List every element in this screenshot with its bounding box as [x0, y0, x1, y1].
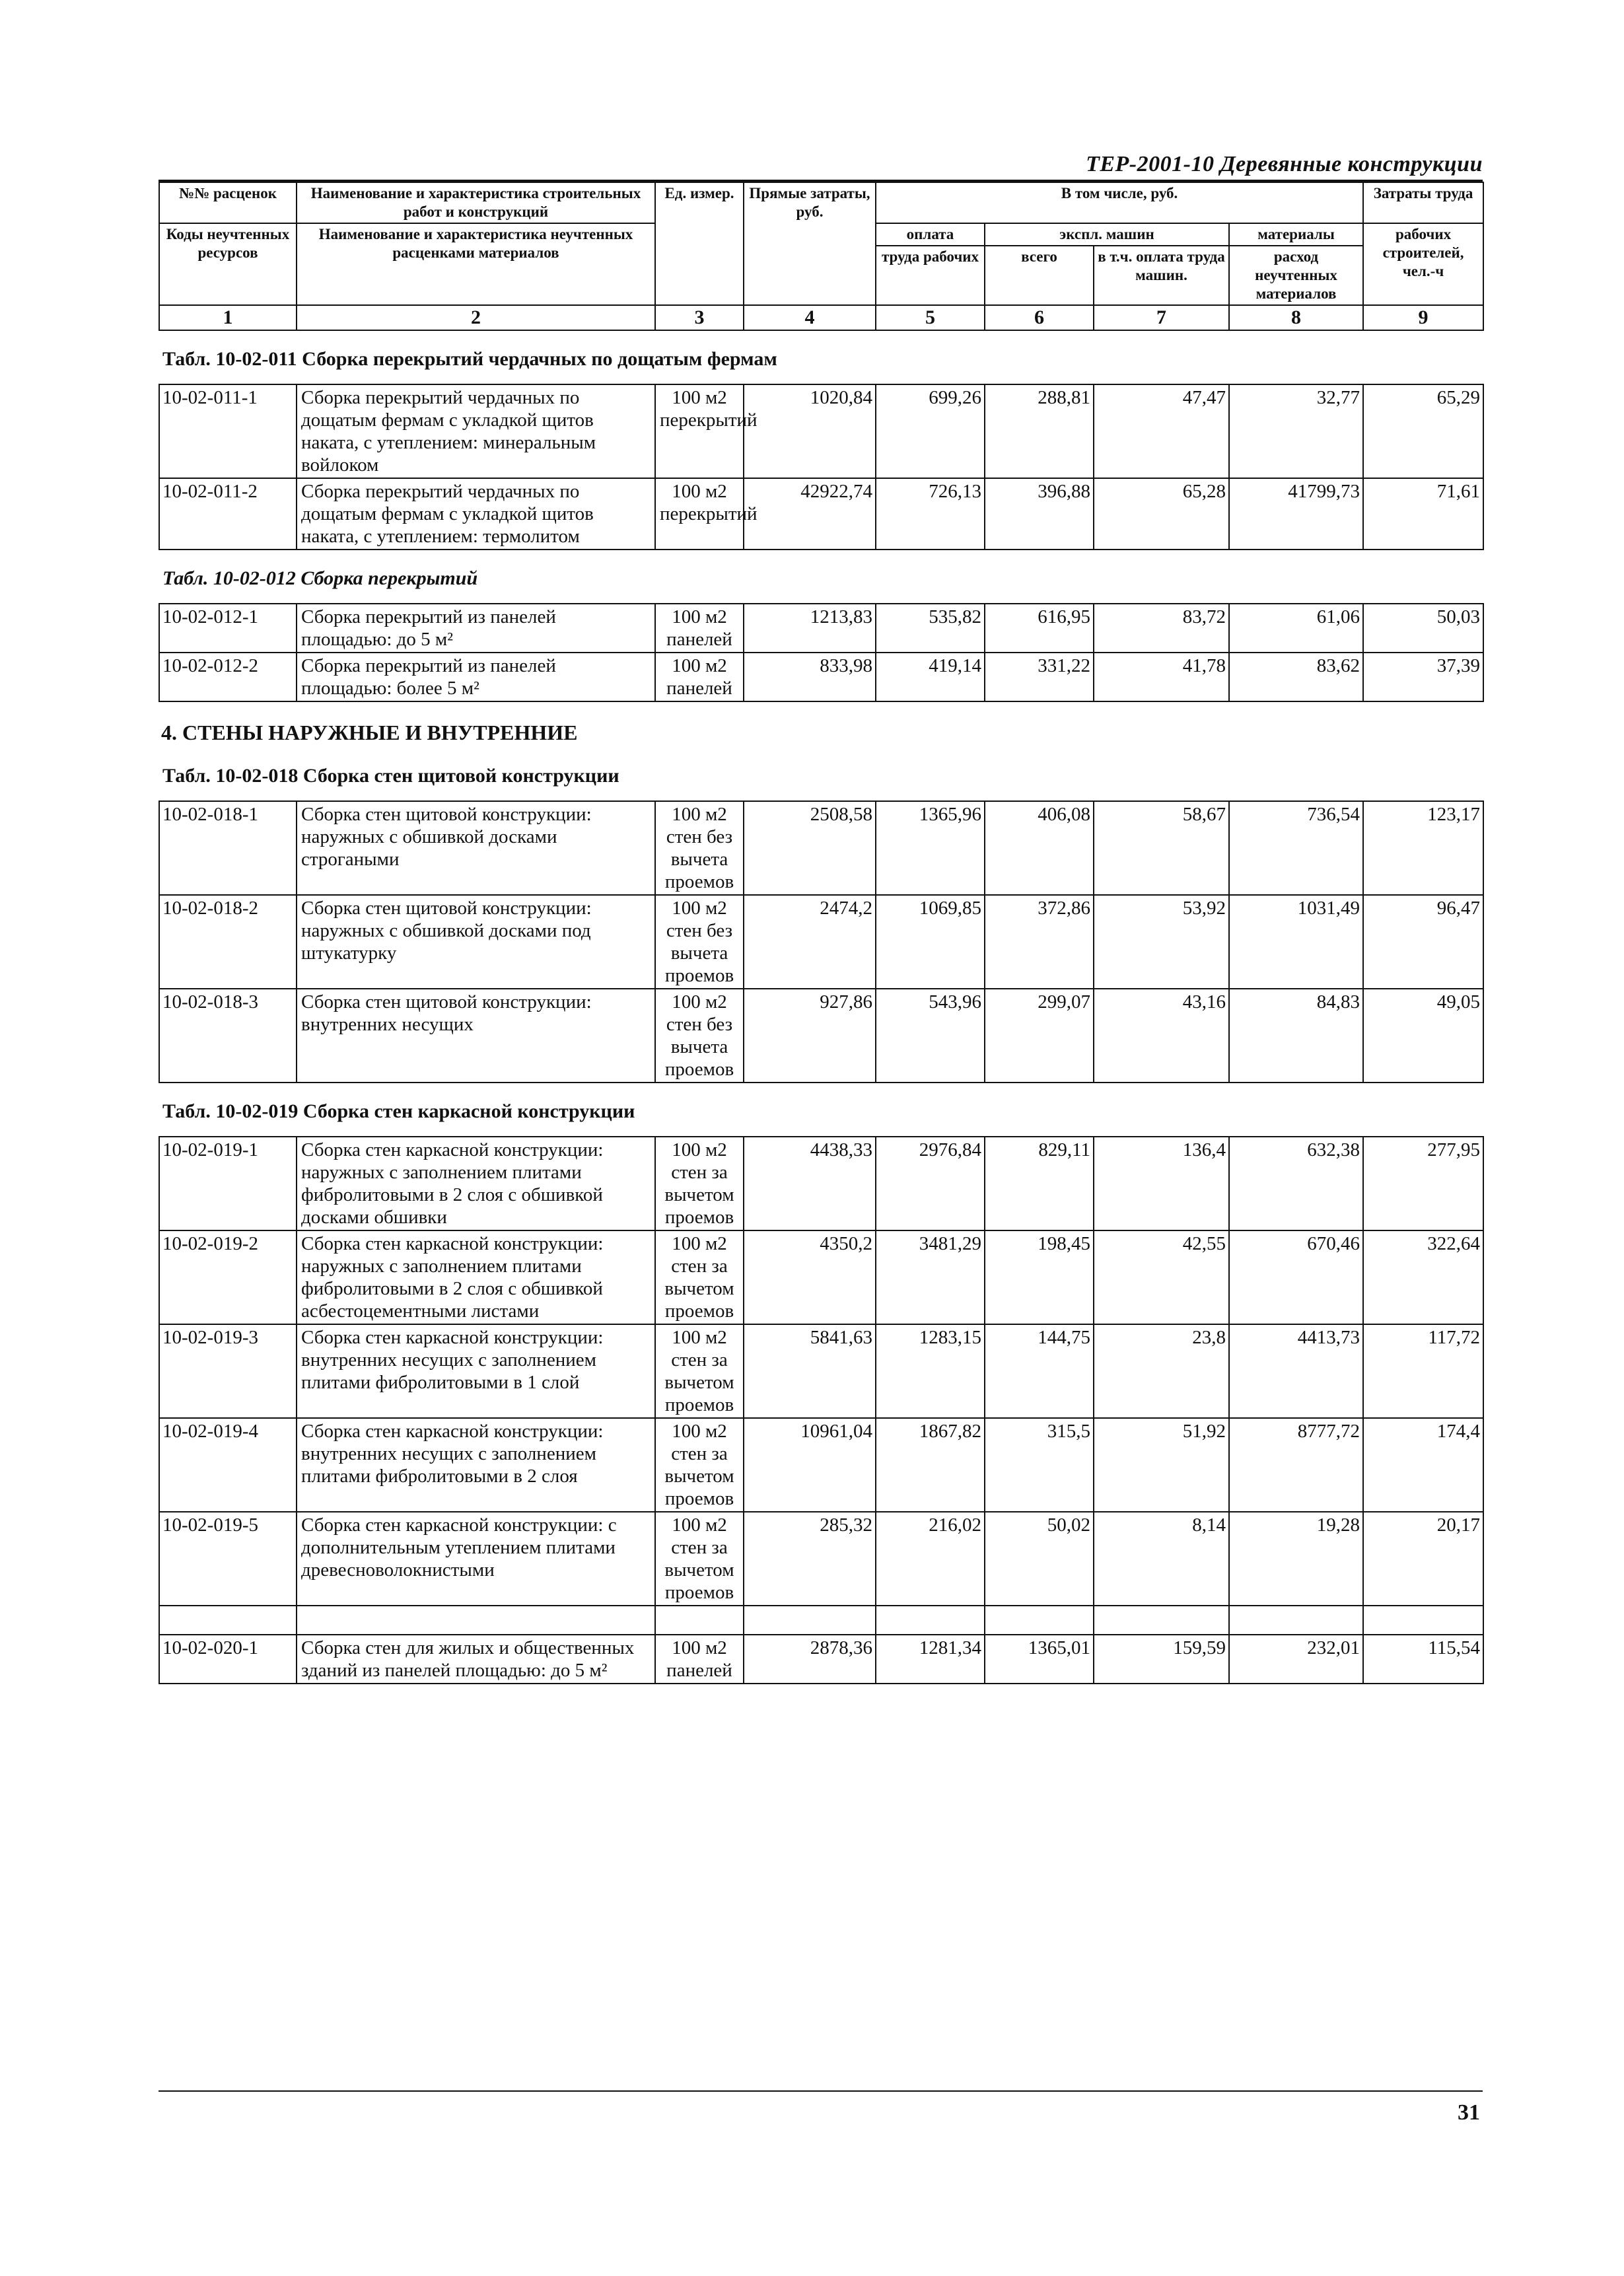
table-row [159, 895, 1483, 989]
machines-labor: 58,67 [1094, 801, 1229, 895]
footer-divider [159, 2090, 1483, 2092]
work-name: Сборка перекрытий чердачных по дощатым фермам с укладкой щитов наката, с утеплением: термолитом [297, 478, 655, 550]
materials: 32,77 [1229, 384, 1363, 478]
direct-costs: 5841,63 [744, 1324, 876, 1418]
running-header: ТЕР-2001-10 Деревянные конструкции [159, 152, 1483, 182]
unit: 100 м2 перекрытий [655, 478, 744, 550]
machines-all: 331,22 [985, 653, 1094, 701]
work-name: Сборка перекрытий из панелей площадью: более 5 м² [297, 653, 655, 701]
table-row [159, 801, 1483, 895]
machines-labor: 8,14 [1094, 1512, 1229, 1606]
direct-costs: 285,32 [744, 1512, 876, 1606]
rate-table [159, 800, 1484, 1083]
header-col2-bottom: Наименование и характеристика неучтенных расценками материалов [297, 223, 655, 305]
machines-all: 1365,01 [985, 1635, 1094, 1684]
table-row [159, 384, 1483, 478]
machines-all: 288,81 [985, 384, 1094, 478]
header-machines-all: всего [985, 246, 1094, 305]
work-name: Сборка стен каркасной конструкции: наружных с заполнением плитами фибролитовыми в 2 слоя с обшивкой асбестоцементными листами [297, 1230, 655, 1324]
unit: 100 м2 стен за вычетом проемов [655, 1512, 744, 1606]
header-pay-top: оплата [876, 223, 985, 246]
table-row [159, 1137, 1483, 1230]
rate-code: 10-02-012-2 [159, 653, 297, 701]
table-row [159, 653, 1483, 701]
labor-pay: 1283,15 [876, 1324, 985, 1418]
direct-costs: 10961,04 [744, 1418, 876, 1512]
col-number: 5 [876, 305, 985, 330]
work-name: Сборка стен каркасной конструкции: наружных с заполнением плитами фибролитовыми в 2 слоя с обшивкой досками обшивки [297, 1137, 655, 1230]
col-number: 7 [1094, 305, 1229, 330]
header-machines-incl: в т.ч. оплата труда машин. [1094, 246, 1229, 305]
table-title: Табл. 10-02-011 Сборка перекрытий чердачных по дощатым фермам [162, 348, 777, 370]
table-row [159, 478, 1483, 550]
labor-hours: 71,61 [1363, 478, 1483, 550]
direct-costs: 927,86 [744, 989, 876, 1083]
machines-labor: 159,59 [1094, 1635, 1229, 1684]
unit: 100 м2 стен без вычета проемов [655, 989, 744, 1083]
labor-pay: 1069,85 [876, 895, 985, 989]
rate-code: 10-02-019-4 [159, 1418, 297, 1512]
rate-code: 10-02-019-2 [159, 1230, 297, 1324]
header-materials-bottom: расход неучтенных материалов [1229, 246, 1363, 305]
work-name: Сборка стен щитовой конструкции: наружных с обшивкой досками строгаными [297, 801, 655, 895]
machines-all: 616,95 [985, 604, 1094, 653]
table-title: Табл. 10-02-018 Сборка стен щитовой конструкции [162, 765, 619, 787]
machines-all: 198,45 [985, 1230, 1094, 1324]
col-number: 2 [297, 305, 655, 330]
header-col2-top: Наименование и характеристика строительных работ и конструкций [297, 182, 655, 223]
unit: 100 м2 панелей [655, 653, 744, 701]
header-unit: Ед. измер. [655, 182, 744, 305]
machines-all: 299,07 [985, 989, 1094, 1083]
labor-hours: 65,29 [1363, 384, 1483, 478]
labor-pay: 3481,29 [876, 1230, 985, 1324]
rate-code: 10-02-018-3 [159, 989, 297, 1083]
machines-labor: 65,28 [1094, 478, 1229, 550]
section-heading: 4. СТЕНЫ НАРУЖНЫЕ И ВНУТРЕННИЕ [161, 721, 578, 744]
rate-code: 10-02-020-1 [159, 1635, 297, 1684]
unit: 100 м2 стен за вычетом проемов [655, 1230, 744, 1324]
page-number: 31 [1458, 2100, 1480, 2125]
labor-hours: 123,17 [1363, 801, 1483, 895]
labor-pay: 543,96 [876, 989, 985, 1083]
machines-all: 396,88 [985, 478, 1094, 550]
machines-all: 50,02 [985, 1512, 1094, 1606]
direct-costs: 1020,84 [744, 384, 876, 478]
machines-labor: 51,92 [1094, 1418, 1229, 1512]
unit: 100 м2 панелей [655, 604, 744, 653]
col-number: 6 [985, 305, 1094, 330]
labor-hours: 277,95 [1363, 1137, 1483, 1230]
machines-all: 315,5 [985, 1418, 1094, 1512]
table-row [159, 1324, 1483, 1418]
materials: 61,06 [1229, 604, 1363, 653]
table-row [159, 1635, 1483, 1684]
rate-table [159, 1136, 1484, 1684]
header-col1-bottom: Коды неучтенных ресурсов [159, 223, 297, 305]
materials: 670,46 [1229, 1230, 1363, 1324]
machines-labor: 23,8 [1094, 1324, 1229, 1418]
materials: 632,38 [1229, 1137, 1363, 1230]
header-pay-bottom: труда рабочих [876, 246, 985, 305]
rate-table [159, 384, 1484, 550]
direct-costs: 2878,36 [744, 1635, 876, 1684]
rate-code: 10-02-019-1 [159, 1137, 297, 1230]
unit: 100 м2 стен за вычетом проемов [655, 1324, 744, 1418]
labor-pay: 1281,34 [876, 1635, 985, 1684]
table-title: Табл. 10-02-012 Сборка перекрытий [162, 567, 478, 589]
work-name: Сборка стен каркасной конструкции: с дополнительным утеплением плитами древесноволокнистыми [297, 1512, 655, 1606]
labor-pay: 726,13 [876, 478, 985, 550]
materials: 736,54 [1229, 801, 1363, 895]
materials: 84,83 [1229, 989, 1363, 1083]
labor-pay: 419,14 [876, 653, 985, 701]
direct-costs: 42922,74 [744, 478, 876, 550]
materials: 232,01 [1229, 1635, 1363, 1684]
column-header-table [159, 182, 1484, 331]
work-name: Сборка стен для жилых и общественных зданий из панелей площадью: до 5 м² [297, 1635, 655, 1684]
col-number: 4 [744, 305, 876, 330]
labor-hours: 50,03 [1363, 604, 1483, 653]
col-number: 9 [1363, 305, 1483, 330]
rate-code: 10-02-011-1 [159, 384, 297, 478]
work-name: Сборка стен каркасной конструкции: внутренних несущих с заполнением плитами фибролитовыми в 1 слой [297, 1324, 655, 1418]
unit: 100 м2 перекрытий [655, 384, 744, 478]
col-number: 8 [1229, 305, 1363, 330]
rate-code: 10-02-018-2 [159, 895, 297, 989]
machines-labor: 136,4 [1094, 1137, 1229, 1230]
header-col1-top: №№ расценок [159, 182, 297, 223]
header-including: В том числе, руб. [876, 182, 1363, 223]
labor-pay: 535,82 [876, 604, 985, 653]
labor-pay: 1867,82 [876, 1418, 985, 1512]
header-materials-top: материалы [1229, 223, 1363, 246]
labor-pay: 1365,96 [876, 801, 985, 895]
labor-hours: 322,64 [1363, 1230, 1483, 1324]
blank-row [159, 1606, 1483, 1635]
work-name: Сборка перекрытий чердачных по дощатым фермам с укладкой щитов наката, с утеплением: минеральным войлоком [297, 384, 655, 478]
materials: 41799,73 [1229, 478, 1363, 550]
direct-costs: 2508,58 [744, 801, 876, 895]
machines-all: 406,08 [985, 801, 1094, 895]
labor-hours: 115,54 [1363, 1635, 1483, 1684]
direct-costs: 833,98 [744, 653, 876, 701]
machines-labor: 53,92 [1094, 895, 1229, 989]
labor-pay: 699,26 [876, 384, 985, 478]
col-number: 1 [159, 305, 297, 330]
labor-hours: 96,47 [1363, 895, 1483, 989]
machines-labor: 43,16 [1094, 989, 1229, 1083]
table-row [159, 1512, 1483, 1606]
table-row [159, 604, 1483, 653]
machines-labor: 42,55 [1094, 1230, 1229, 1324]
rate-code: 10-02-018-1 [159, 801, 297, 895]
materials: 83,62 [1229, 653, 1363, 701]
unit: 100 м2 стен без вычета проемов [655, 895, 744, 989]
machines-all: 372,86 [985, 895, 1094, 989]
work-name: Сборка перекрытий из панелей площадью: до 5 м² [297, 604, 655, 653]
unit: 100 м2 панелей [655, 1635, 744, 1684]
materials: 8777,72 [1229, 1418, 1363, 1512]
unit: 100 м2 стен без вычета проемов [655, 801, 744, 895]
labor-hours: 174,4 [1363, 1418, 1483, 1512]
header-labor-bottom: рабочих строителей, чел.-ч [1363, 223, 1483, 305]
machines-all: 829,11 [985, 1137, 1094, 1230]
table-row [159, 1418, 1483, 1512]
header-machines: экспл. машин [985, 223, 1229, 246]
table-title: Табл. 10-02-019 Сборка стен каркасной конструкции [162, 1100, 635, 1122]
work-name: Сборка стен щитовой конструкции: внутренних несущих [297, 989, 655, 1083]
machines-labor: 41,78 [1094, 653, 1229, 701]
materials: 1031,49 [1229, 895, 1363, 989]
col-number: 3 [655, 305, 744, 330]
work-name: Сборка стен каркасной конструкции: внутренних несущих с заполнением плитами фибролитовыми в 2 слоя [297, 1418, 655, 1512]
materials: 19,28 [1229, 1512, 1363, 1606]
labor-hours: 37,39 [1363, 653, 1483, 701]
direct-costs: 4350,2 [744, 1230, 876, 1324]
rate-code: 10-02-011-2 [159, 478, 297, 550]
machines-all: 144,75 [985, 1324, 1094, 1418]
labor-pay: 2976,84 [876, 1137, 985, 1230]
machines-labor: 47,47 [1094, 384, 1229, 478]
header-direct-costs: Прямые затраты, руб. [744, 182, 876, 305]
direct-costs: 4438,33 [744, 1137, 876, 1230]
work-name: Сборка стен щитовой конструкции: наружных с обшивкой досками под штукатурку [297, 895, 655, 989]
rate-code: 10-02-012-1 [159, 604, 297, 653]
materials: 4413,73 [1229, 1324, 1363, 1418]
labor-hours: 117,72 [1363, 1324, 1483, 1418]
labor-hours: 20,17 [1363, 1512, 1483, 1606]
unit: 100 м2 стен за вычетом проемов [655, 1418, 744, 1512]
document-page [159, 152, 1483, 1684]
labor-hours: 49,05 [1363, 989, 1483, 1083]
direct-costs: 2474,2 [744, 895, 876, 989]
labor-pay: 216,02 [876, 1512, 985, 1606]
rate-code: 10-02-019-3 [159, 1324, 297, 1418]
header-labor-top: Затраты труда [1363, 182, 1483, 223]
table-row [159, 1230, 1483, 1324]
rate-table [159, 603, 1484, 702]
rate-code: 10-02-019-5 [159, 1512, 297, 1606]
machines-labor: 83,72 [1094, 604, 1229, 653]
direct-costs: 1213,83 [744, 604, 876, 653]
unit: 100 м2 стен за вычетом проемов [655, 1137, 744, 1230]
table-row [159, 989, 1483, 1083]
